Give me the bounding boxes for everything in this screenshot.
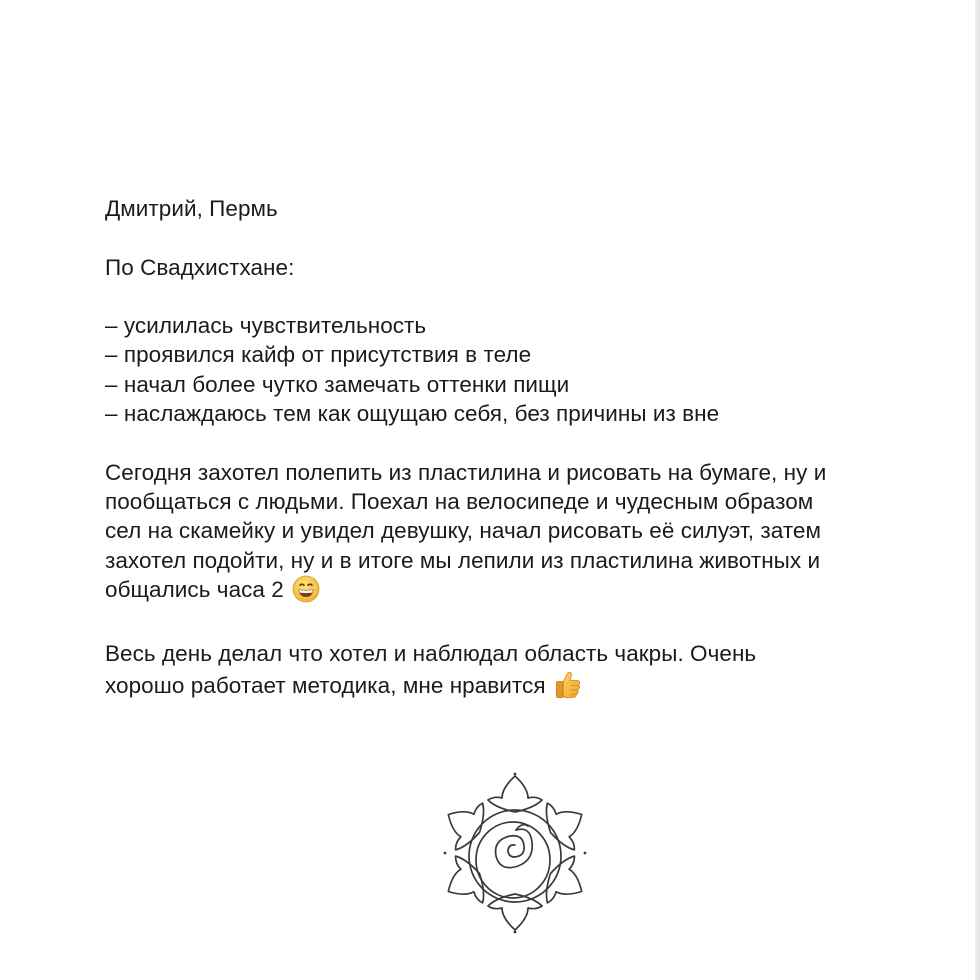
paragraph-line: Сегодня захотел полепить из пластилина и рисовать на бумаге, ну и: [105, 459, 827, 485]
section-heading: По Свадхистхане:: [105, 254, 295, 280]
paragraph-line-with-emoji: [105, 669, 935, 706]
bullet-item: – начал более чутко замечать оттенки пищи: [105, 371, 570, 397]
svadhisthana-chakra-lotus-icon: [430, 768, 600, 938]
bullet-item: – усилилась чувствительность: [105, 313, 427, 339]
thumbs-up-icon: [554, 669, 582, 706]
paragraph-line-text: общались часа 2: [105, 576, 284, 602]
grinning-face-icon: [292, 575, 320, 610]
paragraph-line: захотел подойти, ну и в итоге мы лепили из пластилина животных и: [105, 547, 821, 573]
page-edge: [975, 0, 980, 980]
testimonial-text: [105, 194, 935, 706]
paragraph-line-with-emoji: [105, 575, 935, 610]
paragraph-line: Весь день делал что хотел и наблюдал область чакры. Очень: [105, 641, 757, 667]
bullet-item: – проявился кайф от присутствия в теле: [105, 342, 532, 368]
bullet-item: – наслаждаюсь тем как ощущаю себя, без причины из вне: [105, 401, 720, 427]
paragraph-line-text: хорошо работает методика, мне нравится: [105, 672, 546, 698]
paragraph-line: сел на скамейку и увидел девушку, начал рисовать её силуэт, затем: [105, 518, 821, 544]
author-line: Дмитрий, Пермь: [105, 196, 278, 221]
paragraph-line: пообщаться с людьми. Поехал на велосипеде и чудесным образом: [105, 488, 814, 514]
